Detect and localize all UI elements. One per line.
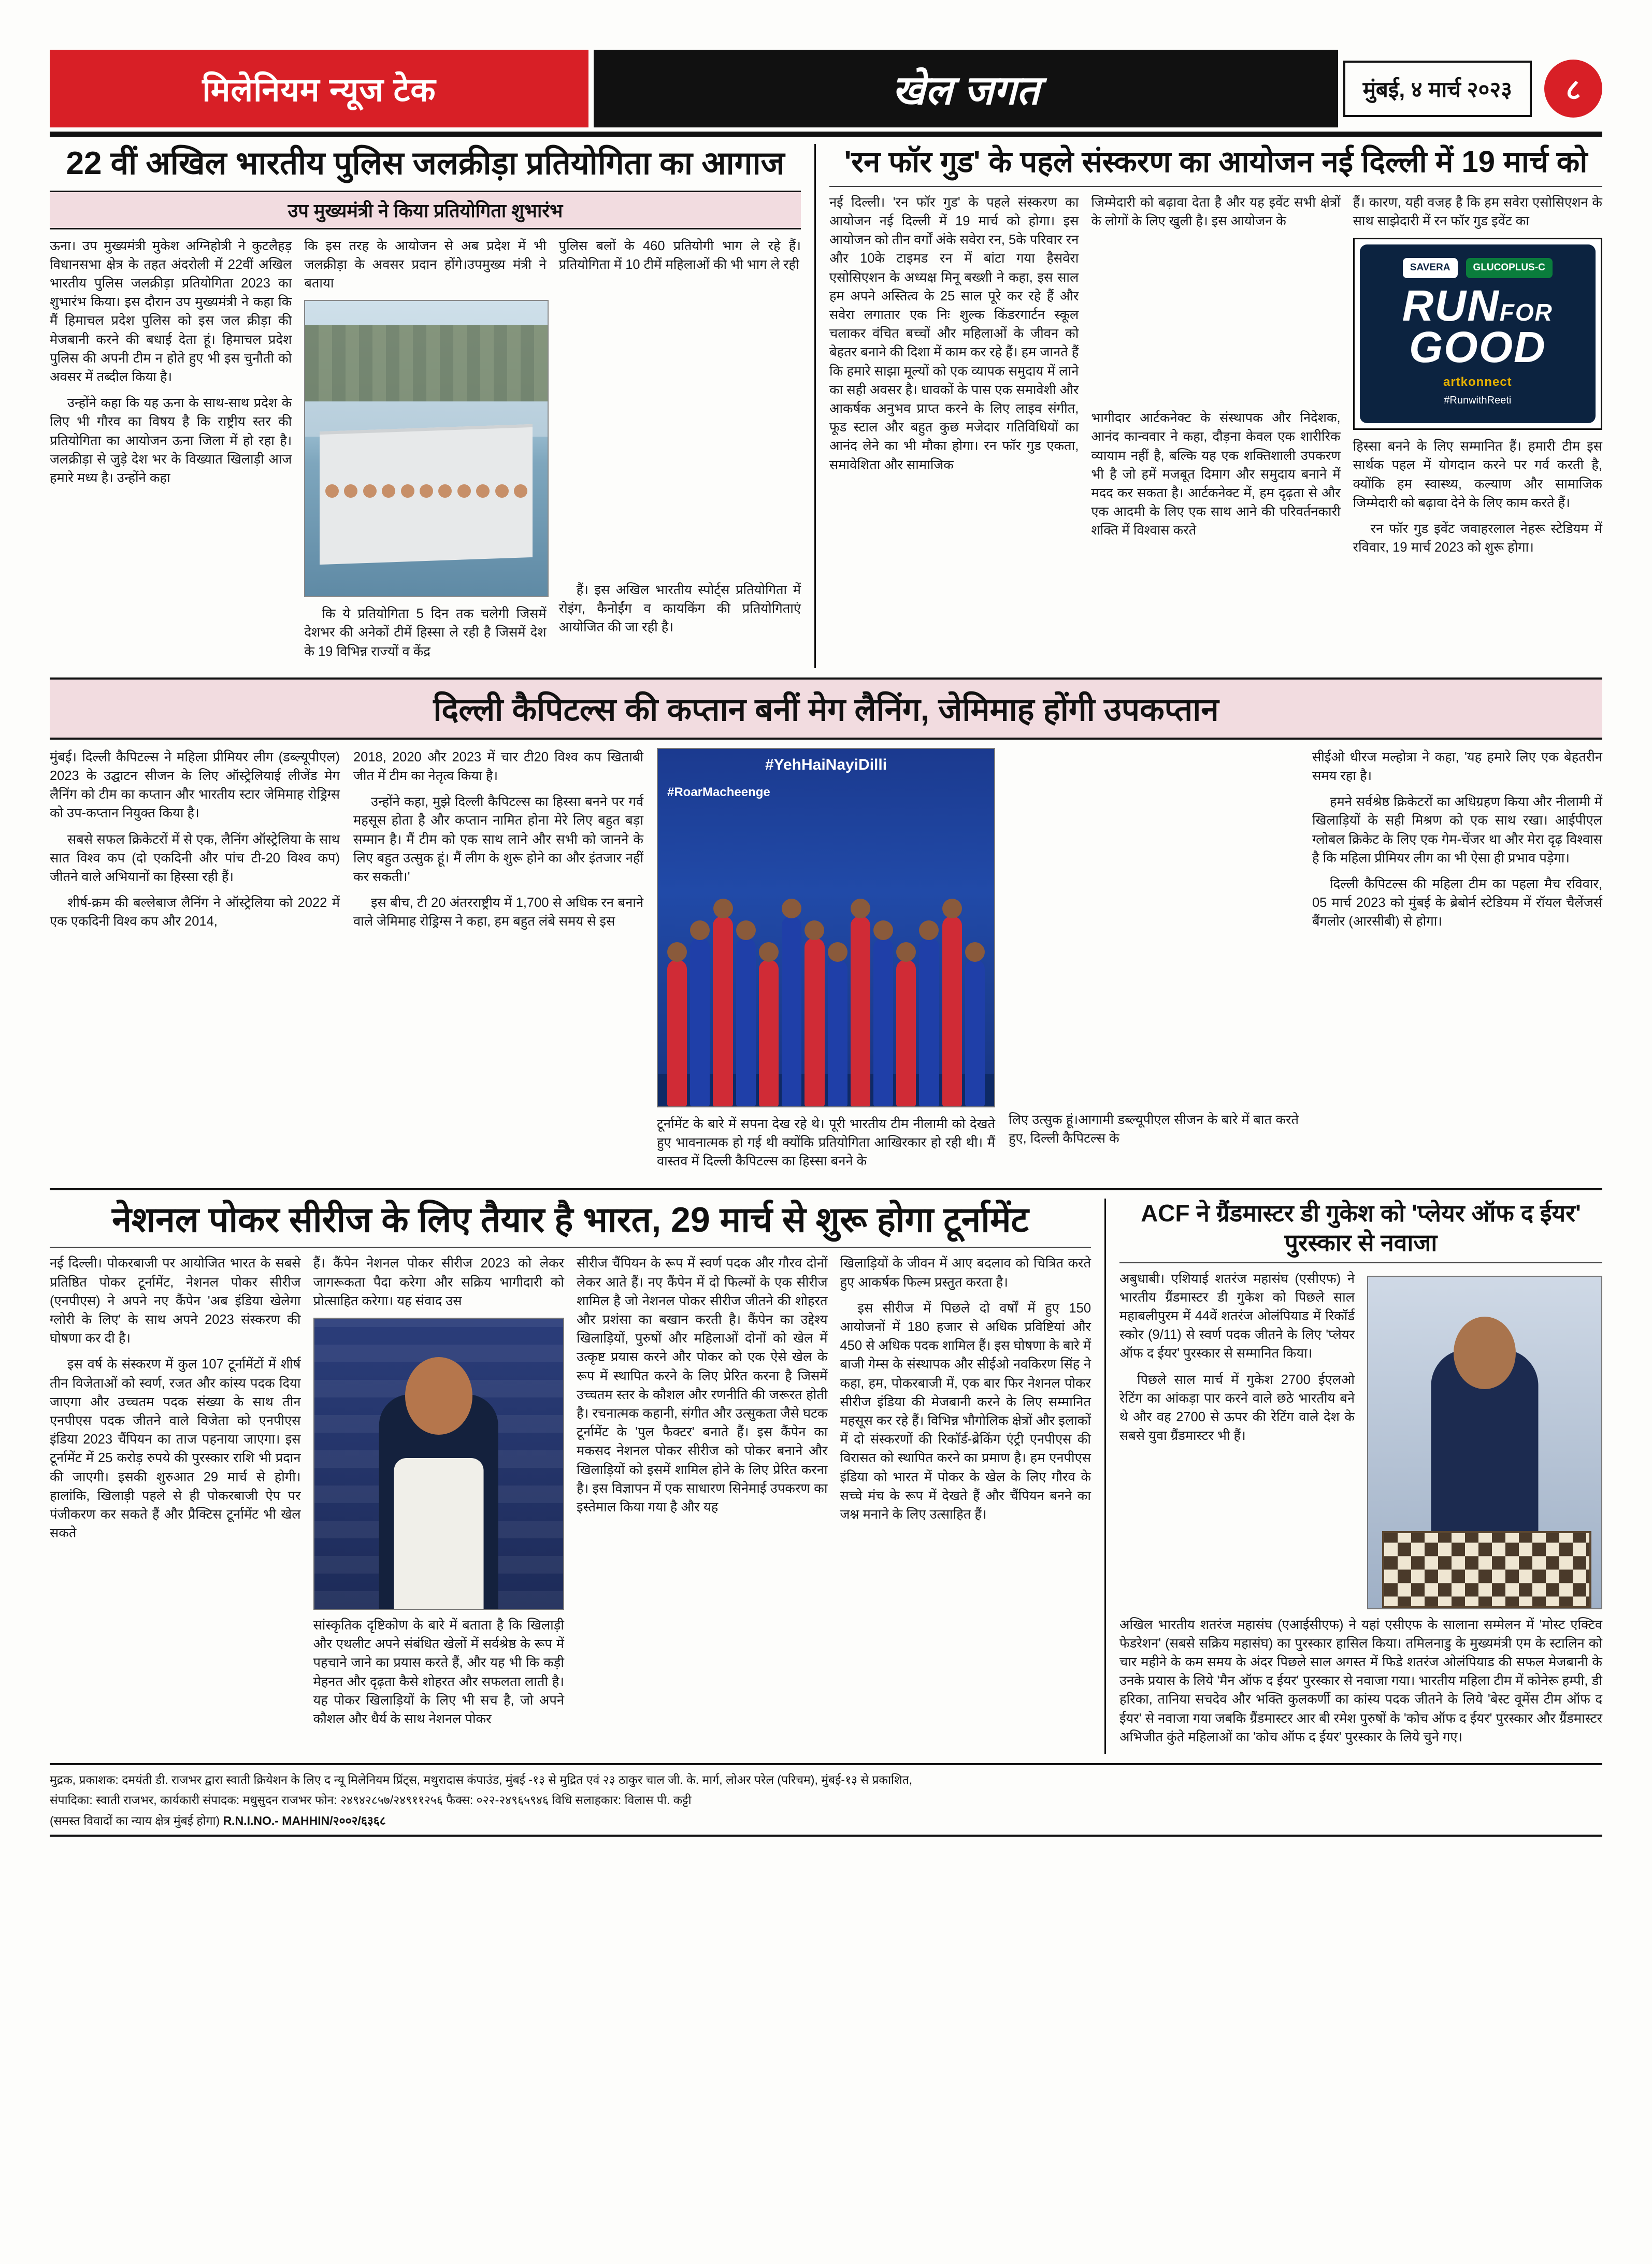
run-logo-title (1370, 281, 1585, 371)
police-col2-p2: कि ये प्रतियोगिता 5 दिन तक चलेगी जिसमें देशभर की अनेकों टीमें हिस्सा ले रही है जिसमें देश के 19 विभिन्न राज्यों व केंद्र (304, 607, 547, 659)
publication-logo: मिलेनियम न्यूज टेक (50, 50, 588, 127)
poker-col1-p2: इस वर्ष के संस्करण में कुल 107 टूर्नामेंटों में शीर्ष तीन विजेताओं को स्वर्ण, रजत और कांस्य पदक दिया जाएगा और उच्चतम पदक संख्या के साथ तीन एनपीएस पदक जीतने वाले विजेता को एनपीएस इंडिया 2023 चैंपियन का ताज पहनाया जाएगा। इस टूर्नामेंट में 25 करोड़ रुपये की पुरस्कार राशि भी प्रदान की जाएगी। इसकी शुरुआत 29 मार्च से होगी। हालांकि, खिलाड़ी पहले से ही पोकरबाजी ऐप पर पंजीकरण कर सकते हैं और प्रैक्टिस टूर्नामेंट भी खेल सकते (50, 1357, 301, 1541)
lower-columns (50, 1199, 1602, 1754)
acf-photo-column (1367, 1270, 1602, 1616)
rni-number: R.N.I.NO.- MAHHIN/२००२/६३६८ (223, 1813, 386, 1827)
dc-col2-p3: इस बीच, टी 20 अंतरराष्ट्रीय में 1,700 से अधिक रन बनाने वाले जेमिमाह रोड्रिग्स ने कहा, हम बहुत लंबे समय से इस (353, 896, 643, 929)
run-logo-sponsors (1370, 258, 1585, 278)
acf-headline: ACF ने ग्रैंडमास्टर डी गुकेश को 'प्लेयर ऑफ द ईयर' पुरस्कार से नवाजा (1141, 1200, 1581, 1256)
acf-column-1 (1119, 1270, 1355, 1616)
sponsor-savera: SAVERA (1403, 258, 1458, 278)
run-col2-p2: भागीदार आर्टकनेक्ट के संस्थापक और निदेशक, आनंद कान्ववार ने कहा, दौड़ना केवल एक शारीरिक व्यायाम नहीं है, बल्कि यह एक शक्तिशाली उपकरण भी है जो हमें मजबूत दिमाग और समुदाय बनाने में मदद कर सकता है। आर्टकनेक्ट में, हम दृढ़ता से और एक आदमी के लिए एक साथ आने की परिवर्तनकारी शक्ति में विश्वास करते (1091, 411, 1341, 538)
page-sheet (50, 50, 1602, 2215)
run-col2-p1: जिम्मेदारी को बढ़ावा देता है और यह इवेंट सभी क्षेत्रों के लोगों के लिए खुली है। इस आयोजन के (1091, 195, 1341, 228)
delhi-capitals-team-photo (657, 748, 995, 1107)
run-column-2 (1091, 193, 1340, 565)
run-column-1 (829, 193, 1079, 565)
dc-photo-hashtag-2: #RoarMacheenge (667, 785, 770, 799)
police-columns (50, 237, 801, 668)
dc-column-1 (50, 748, 340, 1178)
dc-column-3 (657, 1115, 995, 1171)
section-title: खेल जगत (594, 50, 1338, 127)
poker-column-3 (577, 1254, 828, 1736)
acf-col1-p1: अबुधाबी। एशियाई शतरंज महासंघ (एसीएफ) ने भारतीय ग्रैंडमास्टर डी गुकेश को पिछले साल महाबलीपुरम में 44वें शतरंज ओलंपियाड में रिकॉर्ड स्कोर (9/11) से स्वर्ण पदक जीतने के लिए 'प्लेयर ऑफ द ईयर' पुरस्कार से सम्मानित किया। (1119, 1271, 1355, 1361)
article-acf (1104, 1199, 1602, 1754)
poker-col4-p1: खिलाड़ियों के जीवन में आए बदलाव को चित्रित करते हुए आकर्षक फिल्म प्रस्तुत करता है। (840, 1256, 1091, 1290)
page-number-badge: ८ (1544, 60, 1602, 118)
article-poker (50, 1199, 1091, 1754)
imprint-line-3 (50, 1812, 1602, 1829)
police-column-3 (559, 237, 801, 668)
police-col3-p1: पुलिस बलों के 460 प्रतियोगी भाग ले रहे हैं। प्रतियोगिता में 10 टीमें महिलाओं की भी भाग ले रही (558, 238, 801, 272)
poker-col2-p2: सांस्कृतिक दृष्टिकोण के बारे में बताता है कि खिलाड़ी और एथलीट अपने संबंधित खेलों में सर्वश्रेष्ठ के रूप में पहचाने जाने का प्रयास करते हैं, और यह भी कि कड़ी मेहनत और दृढ़ता कैसे शोहरत और सफलता लाती है। यह पोकर खिलाड़ियों के लिए भी सच है, जो अपने कौशल और धैर्य के साथ नेशनल पोकर (313, 1618, 564, 1727)
police-col1-p2: उन्होंने कहा कि यह ऊना के साथ-साथ प्रदेश के लिए भी गौरव का विषय है कि राष्ट्रीय स्तर की प्रतियोगिता का आयोजन ऊना जिला में हो रहा है। जलक्रीड़ा से जुड़े देश भर के विख्यात खिलाड़ी आज हमारे मध्य है। उन्होंने कहा (50, 396, 292, 486)
good-word: GOOD (1409, 322, 1546, 371)
run-logo-inner (1360, 244, 1596, 423)
dc-photo-column (657, 748, 995, 1178)
dc-photo-hashtag: #YehHaiNayiDilli (765, 756, 887, 773)
dc-headline: दिल्ली कैपिटल्स की कप्तान बनीं मेग लैनिंग, जेमिमाह होंगी उपकप्तान (50, 677, 1602, 740)
run-col3-p2: हिस्सा बनने के लिए सम्मानित हैं। हमारी टीम इस सार्थक पहल में योगदान करने पर गर्व करती है, क्योंकि हम स्वास्थ्य, कल्याण और सामाजिक जिम्मेदारी को बढ़ावा देने के लिए काम करते हैं। (1353, 439, 1602, 510)
police-col1-p1: ऊना। उप मुख्यमंत्री मुकेश अग्निहोत्री ने कुटलैहड़ विधानसभा क्षेत्र के तहत अंदरोली में 22वीं अखिल भारतीय पुलिस जलक्रीड़ा प्रतियोगिता 2023 का शुभारंभ किया। इस दौरान उप मुख्यमंत्री ने कहा कि मैं हिमाचल प्रदेश पुलिस को इस जल क्रीड़ा की मेजबानी करने की बधाई देता हूं। हिमाचल प्रदेश पुलिस की अपनी टीम न होते हुए भी इस चुनौती को अवसर में तब्दील किया है। (50, 238, 292, 385)
masthead (50, 50, 1602, 137)
photo-people-group (325, 378, 528, 496)
for-word: FOR (1499, 299, 1553, 326)
police-kicker: उप मुख्यमंत्री ने किया प्रतियोगिता शुभारंभ (50, 191, 801, 229)
imprint-line-1: मुद्रक, प्रकाशक: दमयंती डी. राजभर द्वारा स्वाती क्रियेशन के लिए द न्यू मिलेनियम प्रिंट्स, मथुरादास कंपाउंड, मुंबई -१३ से मुद्रित एवं २३ ठाकुर चाल जी. के. मार्ग, लोअर परेल (परिचम), मुंबई-१३ से प्रकाशित, (50, 1773, 913, 1787)
run-col3-p1: हैं। कारण, यही वजह है कि हम सवेरा एसोसिएशन के साथ साझेदारी में रन फॉर गुड इवेंट का (1353, 195, 1602, 228)
dc-col4-p4: दिल्ली कैपिटल्स की महिला टीम का पहला मैच रविवार, 05 मार्च 2023 को मुंबई के ब्रेबोर्न स्टेडियम में रॉयल चैलेंजर्स बैंगलोर (आरसीबी) से होगा। (1312, 877, 1602, 929)
dc-column-4 (1009, 748, 1299, 1178)
masthead-right (1343, 50, 1602, 127)
poker-column-2 (313, 1254, 565, 1736)
chess-photo-head (1454, 1317, 1516, 1389)
poker-col3-p1: सीरीज चैंपियन के रूप में स्वर्ण पदक और गौरव दोनों लेकर आते हैं। नए कैंपेन में दो फिल्मों के एक सीरीज शामिल है जो नेशनल पोकर सीरीज जीतने की शोहरत और प्रशंसा का बखान करती है। कैंपेन का उद्देश्य खिलाड़ियों, पुरुषों और महिलाओं दोनों को खेल में उत्कृष्ट प्रयास करने और पोकर को एक ऐसे खेल के रूप में स्थापित करने के लिए प्रेरित करना है जिसमें उच्चतम स्तर के कौशल और रणनीति की जरूरत होती है। रचनात्मक कहानी, संगीत और उत्सुकता जैसे घटक टूर्नामेंट के 'पुल फैक्टर' बनाते हैं। इस कैंपेन का मकसद नेशनल पोकर सीरीज को पोकर बनाने और खिलाड़ियों को इसमें शामिल होने के लिए प्रेरित करना है। इस विज्ञापन में एक साधारण सिनेमाई उपकरण का इस्तेमाल किया गया है और यह (577, 1256, 828, 1515)
dc-col2-p1: 2018, 2020 और 2023 में चार टी20 विश्व कप खिताबी जीत में टीम का नेतृत्व किया है। (353, 749, 643, 784)
run-col1-p1: नई दिल्ली। 'रन फॉर गुड' के पहले संस्करण का आयोजन नई दिल्ली में 19 मार्च को होगा। इस आयोजन को तीन वर्गों अंके सवेरा रन, 5के परिवार रन और 10के टाइमड रन में बांटा गया हैसवेरा एसोसिएशन के अध्यक्ष मिनू बख्शी ने कहा, इस साल हम अपने अस्तित्व के 25 साल पूरे कर रहे हैं और सवेरा लगातार एक निः शुल्क किंडरगार्टन स्कूल चलाकर वंचित बच्चों और महिलाओं के जीवन को बेहतर बनाने की दिशा में काम कर रहे हैं। हम जानते हैं कि हमारे साझा मूल्यों को एक व्यापक समुदाय में लाने का सही अवसर है। धावकों के पास एक समावेशी और आकर्षक अनुभव प्राप्त करने के लिए लाइव संगीत, फूड स्टाल और बहुत कुछ मजेदार गतिविधियों का आनंद लेने का भी मौका होगा। रन फॉर गुड एकता, समावेशिता और सामाजिक (829, 195, 1079, 472)
acf-col1-p2: पिछले साल मार्च में गुकेश 2700 ईएलओ रेटिंग का आंकड़ा पार करने वाले छठे भारतीय बने थे और वह 2700 से ऊपर की रेटिंग वाले देश के सबसे युवा ग्रैंडमास्टर भी हैं। (1119, 1372, 1355, 1444)
run-logo-hashtag: #RunwithReeti (1444, 394, 1512, 406)
dc-col1-p3: शीर्ष-क्रम की बल्लेबाज लैनिंग ने ऑस्ट्रेलिया को 2022 में एक एकदिनी विश्व कप और 2014, (50, 896, 340, 929)
imprint-footer (50, 1763, 1602, 1837)
poker-press-photo (313, 1318, 565, 1610)
police-column-2 (304, 237, 546, 668)
poker-columns (50, 1254, 1091, 1736)
poker-col1-p1: नई दिल्ली। पोकरबाजी पर आयोजित भारत के सबसे प्रतिष्ठित पोकर टूर्नामेंट, नेशनल पोकर सीरीज (एनपीएस) ने अपने नए कैंपेन 'अब इंडिया खेलेगा ग्लोरी के लिए' के साथ अपने 2023 संस्करण की घोषणा कर दी है। (50, 1256, 301, 1346)
acf-col1-p3: अखिल भारतीय शतरंज महासंघ (एआईसीएफ) ने यहां एसीएफ के सालाना सम्मेलन में 'मोस्ट एक्टिव फेडरेशन' (सबसे सक्रिय महासंघ) का पुरस्कार हासिल किया। तमिलनाडु के मुख्यमंत्री एम के स्टालिन को चार महीने के कम समय के अंदर पिछले साल अगस्त में फिडे शतरंज ओलंपियाड की सफल मेजबानी के उनके प्रयास के लिये 'मैन ऑफ द ईयर' पुरस्कार से नवाजा गया। भारतीय महिला टीम में कोनेरू हम्पी, डी हरिका, तानिया सचदेव और भक्ति कुलकर्णी का कांस्य पदक जीतने के लिये 'बेस्ट वूमेंस टीम ऑफ द ईयर' से नवाजा गया जबकि ग्रैंडमास्टर आर बी रमेश पुरुषों के 'कोच ऑफ द ईयर' पुरस्कार और ग्रैंडमास्टर अभिजीत कुंते महिलाओं का 'कोच ऑफ द ईयर' पुरस्कार के लिये चुने गए। (1119, 1617, 1602, 1744)
dc-col4-p3: हमने सर्वश्रेष्ठ क्रिकेटरों का अधिग्रहण किया और नीलामी में खिलाड़ियों के सही मिश्रण को एक साथ रखा। आईपीएल ग्लोबल क्रिकेट के लिए एक गेम-चेंजर था और मेरा दृढ़ विश्वास है कि महिला प्रीमियर लीग का भी ऐसा ही प्रभाव पड़ेगा। (1312, 795, 1602, 866)
article-delhi-capitals (50, 677, 1602, 1178)
imprint-line-2: संपादिका: स्वाती राजभर, कार्यकारी संपादक: मधुसुदन राजभर फोन: २४९४२८५७/२४९११२५६ फैक्स: ०२२-२४९६५९४६ विधि सलाहकार: विलास पी. कट्टी (50, 1793, 692, 1807)
poker-photo-shirt (394, 1458, 483, 1609)
run-for-good-logo (1353, 238, 1602, 430)
sponsor-glucoplus: GLUCOPLUS-C (1466, 258, 1553, 278)
acf-column-2 (1119, 1616, 1602, 1747)
run-column-3 (1353, 193, 1602, 565)
poker-photo-head (405, 1357, 472, 1435)
watersports-photo (304, 300, 548, 597)
dc-col1-p2: सबसे सफल क्रिकेटरों में से एक, लैनिंग ऑस्ट्रेलिया के साथ सात विश्व कप (दो एकदिनी और पांच टी-20 विश्व कप) जीतने वाले अभियानों का हिस्सा रही हैं। (50, 832, 340, 885)
run-word: RUN (1402, 281, 1500, 330)
poker-column-1 (50, 1254, 301, 1736)
run-col3-p3: रन फॉर गुड इवेंट जवाहरलाल नेहरू स्टेडियम में रविवार, 19 मार्च 2023 को शुरू होगा। (1353, 522, 1602, 555)
dc-column-5 (1312, 748, 1602, 1178)
dc-column-2 (353, 748, 643, 1178)
chess-board (1382, 1531, 1591, 1608)
dc-columns (50, 748, 1602, 1178)
acf-columns (1119, 1270, 1602, 1616)
police-column-1 (50, 237, 292, 668)
edition-date: मुंबई, ४ मार्च २०२३ (1343, 61, 1532, 117)
gukesh-chess-photo (1367, 1276, 1602, 1609)
dc-col4-p1: लिए उत्सुक हूं।आगामी डब्ल्यूपीएल सीजन के बारे में बात करते हुए, दिल्ली कैपिटल्स के (1009, 1112, 1299, 1146)
poker-headline: नेशनल पोकर सीरीज के लिए तैयार है भारत, 29 मार्च से शुरू होगा टूर्नामेंट (112, 1200, 1029, 1240)
run-logo-partner: artkonnect (1443, 374, 1512, 389)
article-run-for-good (814, 144, 1602, 668)
police-col2-p1: कि इस तरह के आयोजन से अब प्रदेश में भी जलक्रीड़ा के अवसर प्रदान होंगे।उपमुख्य मंत्री ने बताया (304, 238, 547, 291)
police-headline: 22 वीं अखिल भारतीय पुलिस जलक्रीड़ा प्रतियोगिता का आगाज (66, 146, 785, 181)
dc-col3-p1: टूर्नामेंट के बारे में सपना देख रहे थे। पूरी भारतीय टीम नीलामी को देखते हुए भावनात्मक हो गई थी क्योंकि प्रतियोगिता आखिरकार हो रही थी। मैं वास्तव में दिल्ली कैपिटल्स का हिस्सा बनने के (657, 1116, 995, 1169)
poker-column-4 (840, 1254, 1091, 1736)
dc-col1-p1: मुंबई। दिल्ली कैपिटल्स ने महिला प्रीमियर लीग (डब्ल्यूपीएल) 2023 के उद्घाटन सीजन के लिए ऑस्ट्रेलियाई लीजेंड मेग लैनिंग को टीम का कप्तान और भारतीय स्टार जेमिमाह रोड्रिग्स को उप-कप्तान नियुक्त किया है। (50, 749, 340, 821)
top-section (50, 144, 1602, 668)
dc-photo-players (658, 834, 994, 1106)
lower-section (50, 1188, 1602, 1754)
run-columns (829, 193, 1602, 565)
run-headline: 'रन फॉर गुड' के पहले संस्करण का आयोजन नई दिल्ली में 19 मार्च को (844, 145, 1588, 179)
dc-col4-p2: सीईओ धीरज मल्होत्रा ने कहा, 'यह हमारे लिए एक बेहतरीन समय रहा है। (1312, 749, 1602, 784)
article-police-watersports (50, 144, 801, 668)
poker-col4-p2: इस सीरीज में पिछले दो वर्षों में हुए 150 आयोजनों में 180 हजार से अधिक प्रविष्टियां और 450 से अधिक पदक शामिल हैं। इस घोषणा के बारे में बाजी गेम्स के संस्थापक और सीईओ नवकिरण सिंह ने कहा, हम, पोकरबाजी में, एक बार फिर नेशनल पोकर सीरीज इंडिया की मेजबानी करने के लिए सम्मानित महसूस कर रहे हैं। विभिन्न भौगोलिक क्षेत्रों और इलाकों में दो संस्करणों की रिकॉर्ड-ब्रेकिंग एंट्री एनपीएस की विरासत को स्थापित करने का प्रमाण है। हम एनपीएस इंडिया को भारत में पोकर के खेल के लिए गौरव के सच्चे मंच के रूप में देखते हैं और चैंपियन बनने का जश्न मनाने के लिए उत्साहित हैं। (840, 1301, 1091, 1522)
jurisdiction-note: (समस्त विवादों का न्याय क्षेत्र मुंबई होगा) (50, 1813, 220, 1827)
police-col3-p2: हैं। इस अखिल भारतीय स्पोर्ट्स प्रतियोगिता में रोइंग, कैनोईंग व कायकिंग की प्रतियोगिताएं आयोजित की जा रही है। (558, 583, 801, 635)
poker-col2-p1: हैं। कैंपेन नेशनल पोकर सीरीज 2023 को लेकर जागरूकता पैदा करेगा और सक्रिय भागीदारी को प्रोत्साहित करेगा। यह संवाद उस (313, 1256, 564, 1308)
bottom-rule (50, 1835, 1602, 1837)
dc-col2-p2: उन्होंने कहा, मुझे दिल्ली कैपिटल्स का हिस्सा बनने पर गर्व महसूस होता है और कप्तान नामित होना मेरे लिए बहुत बड़ा सम्मान है। मैं टीम को एक साथ लाने और सभी को जानने के लिए बहुत उत्सुक हूं। मैं लीग के शुरू होने का और इंतजार नहीं कर सकती।' (353, 795, 643, 885)
